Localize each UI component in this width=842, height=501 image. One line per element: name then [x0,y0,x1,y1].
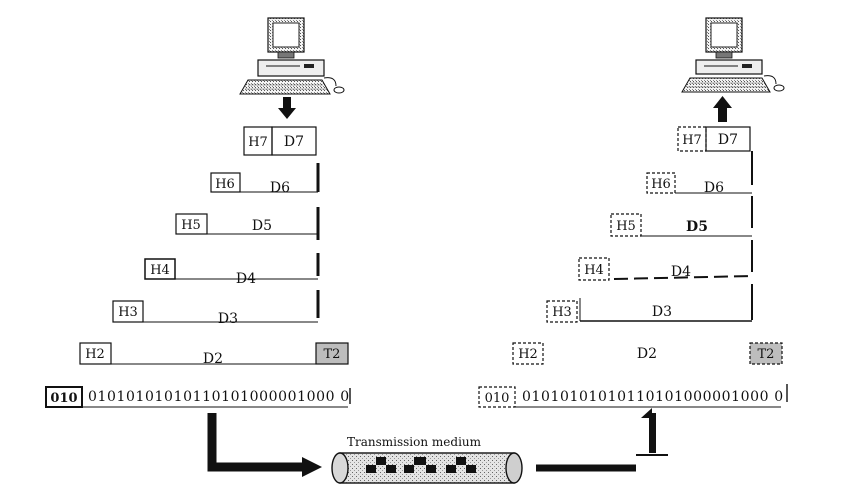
receiver-bitstream: 01010101010110101000001000 0 [522,389,784,405]
sender-h2-label: H2 [85,347,105,362]
sender-h3-label: H3 [118,305,138,320]
sender-preamble: 010 [50,391,78,406]
receiver-h6-label: H6 [651,177,671,192]
sender-d3-label: D3 [217,311,239,327]
sender-h4-label: H4 [150,263,170,278]
sender-d5-label: D5 [251,218,273,234]
arrow-up-icon [713,96,732,122]
sender-h5-label: H5 [181,218,201,233]
sender-d2-label: D2 [202,351,224,367]
sender-d6-label: D6 [269,180,291,196]
receiver-d3-label: D3 [651,304,673,320]
transmission-medium-label: Transmission medium [346,435,482,449]
receiver-stack [479,127,787,407]
sender-d4-label: D4 [235,271,257,287]
transmission-path [212,408,668,483]
receiver-h5-label: H5 [616,219,636,234]
cable-icon [332,453,522,483]
receiver-d2-label: D2 [636,346,658,362]
receiver-d4-label: D4 [670,264,692,280]
receiver-d7-label: D7 [717,132,739,148]
sender-t2-label: T2 [323,347,341,362]
sender-bitstream: 01010101010110101000001000 0 [88,389,350,405]
receiver-preamble: 010 [484,391,510,406]
receiver-h7-label: H7 [682,133,702,148]
receiver-d5-label: D5 [686,219,708,235]
sender-h7-label: H7 [248,135,268,150]
sender-stack [46,127,350,407]
sender-computer-icon [240,18,344,94]
receiver-t2-label: T2 [757,347,775,362]
receiver-h4-label: H4 [584,263,604,278]
receiver-h2-label: H2 [518,347,538,362]
arrow-down-icon [278,97,296,119]
sender-h6-label: H6 [215,177,235,192]
receiver-h3-label: H3 [552,305,572,320]
sender-d7-label: D7 [283,134,305,150]
receiver-d6-label: D6 [703,180,725,196]
receiver-computer-icon [682,18,784,92]
